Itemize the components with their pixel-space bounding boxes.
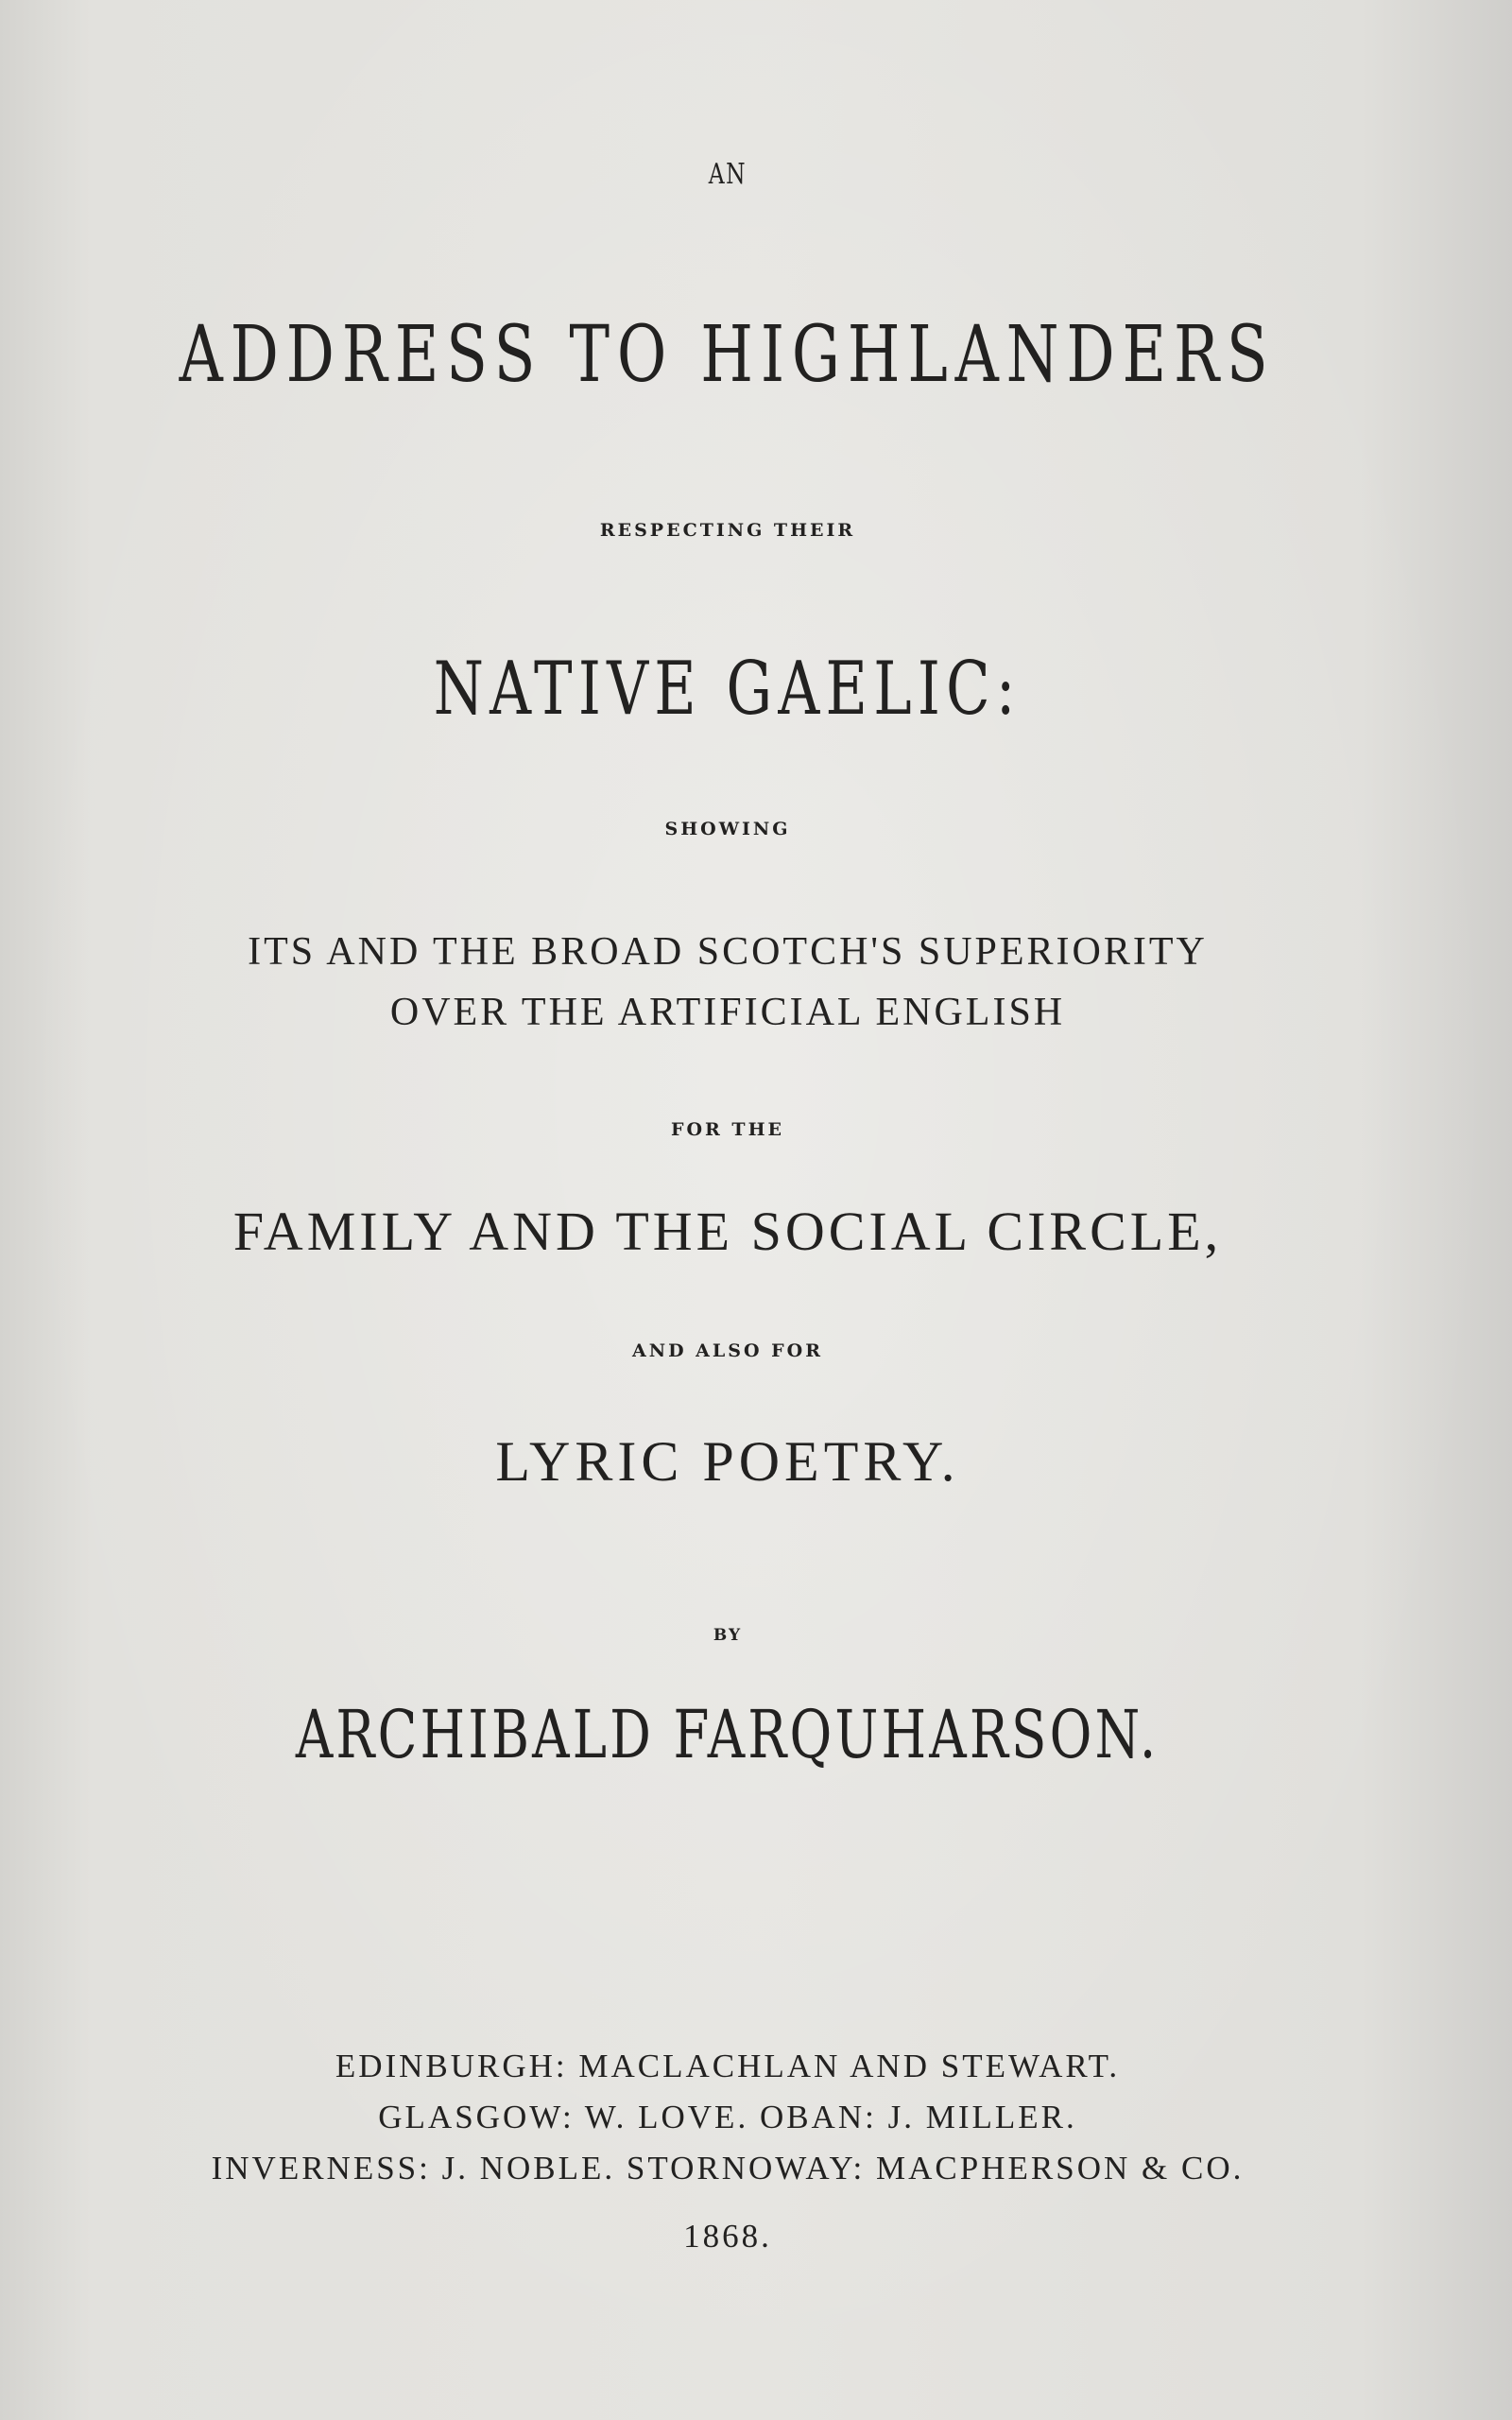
for-the-line: FOR THE [670, 1119, 785, 1140]
claim-line-1: ITS AND THE BROAD SCOTCH'S SUPERIORITY [248, 930, 1208, 974]
subject-title [0, 647, 1455, 732]
subject-title-text: NATIVE GAELIC: [434, 647, 1022, 732]
author-name-text: ARCHIBALD FARQUHARSON. [296, 1696, 1160, 1773]
article-an-text: AN [708, 158, 747, 191]
imprint-line-2: GLASGOW: W. LOVE. OBAN: J. MILLER. [378, 2099, 1077, 2135]
by-line: BY [713, 1626, 743, 1645]
respecting-line: RESPECTING THEIR [599, 520, 856, 541]
and-also-for-line: AND ALSO FOR [631, 1340, 824, 1361]
claim-line-2: OVER THE ARTIFICIAL ENGLISH [389, 991, 1066, 1034]
showing-line: SHOWING [664, 819, 791, 839]
publication-year: 1868. [683, 2218, 772, 2255]
main-title-text: ADDRESS TO HIGHLANDERS [180, 310, 1276, 400]
imprint-line-1: EDINBURGH: MACLACHLAN AND STEWART. [335, 2048, 1121, 2084]
imprint-line-3: INVERNESS: J. NOBLE. STORNOWAY: MACPHERSON & CO. [211, 2150, 1245, 2187]
purpose-line-2: LYRIC POETRY. [495, 1430, 960, 1493]
author-name [0, 1696, 1455, 1773]
purpose-line-1: FAMILY AND THE SOCIAL CIRCLE, [232, 1201, 1223, 1262]
article-an [0, 158, 1455, 191]
main-title [0, 310, 1455, 400]
